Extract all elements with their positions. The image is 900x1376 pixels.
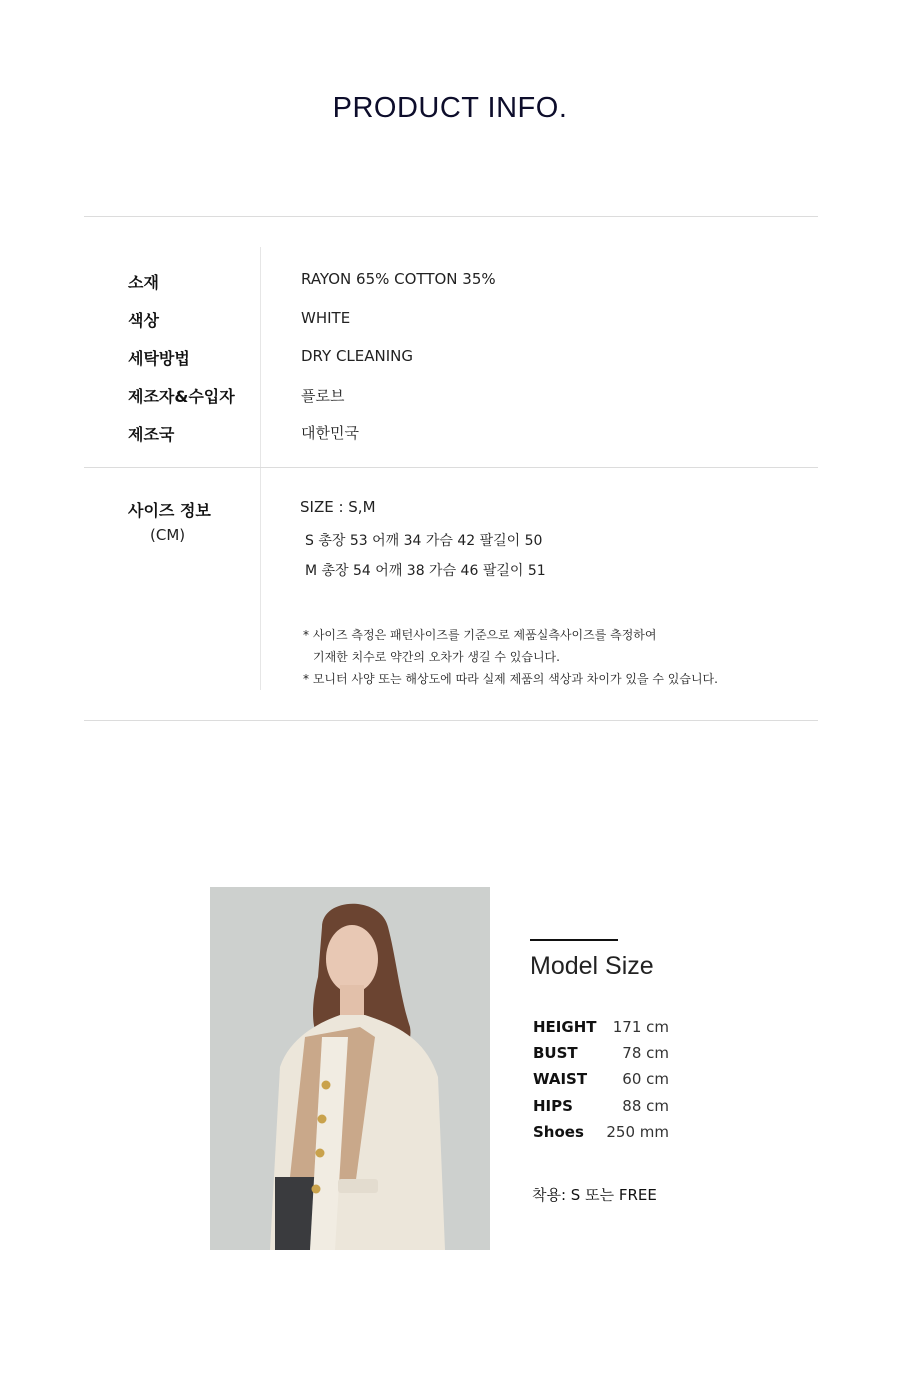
label-material: 소재 [128, 273, 159, 292]
divider-middle [84, 467, 818, 468]
value-material: RAYON 65% COTTON 35% [301, 270, 496, 288]
page-title: PRODUCT INFO. [332, 92, 568, 124]
value-country: 대한민국 [301, 424, 359, 442]
model-waist-label: WAIST [533, 1070, 588, 1088]
size-note-3: * 모니터 사양 또는 해상도에 따라 실제 제품의 색상과 차이가 있을 수 있습니다. [303, 672, 718, 686]
size-s-measurements: S 총장 53 어깨 34 가슴 42 팔길이 50 [305, 533, 543, 549]
model-shoes-label: Shoes [533, 1123, 584, 1141]
column-divider [260, 247, 261, 467]
label-size-info: 사이즈 정보 [128, 501, 211, 520]
model-waist-value: 60 cm [622, 1070, 669, 1088]
model-bust-value: 78 cm [622, 1044, 669, 1062]
model-hips-label: HIPS [533, 1097, 573, 1115]
value-washing: DRY CLEANING [301, 347, 414, 365]
size-note-2: 기재한 치수로 약간의 오차가 생길 수 있습니다. [313, 650, 560, 664]
model-height-label: HEIGHT [533, 1018, 597, 1036]
model-wearing-size: 착용: S 또는 FREE [532, 1186, 657, 1204]
model-photo [210, 887, 490, 1250]
column-divider-size [260, 468, 261, 690]
value-color: WHITE [301, 309, 351, 327]
model-height-value: 171 cm [612, 1018, 669, 1036]
label-size-unit: (CM) [150, 526, 186, 544]
model-size-title: Model Size [530, 952, 654, 980]
size-options: SIZE : S,M [300, 498, 376, 516]
value-manufacturer: 플로브 [301, 387, 345, 405]
divider-top [84, 216, 818, 217]
label-manufacturer: 제조자&수입자 [128, 387, 235, 406]
size-note-1: * 사이즈 측정은 패턴사이즈를 기준으로 제품실측사이즈를 측정하여 [303, 628, 657, 642]
label-country: 제조국 [128, 425, 175, 444]
model-size-rule [530, 939, 618, 941]
label-washing: 세탁방법 [128, 349, 190, 368]
model-hips-value: 88 cm [622, 1097, 669, 1115]
label-color: 색상 [128, 311, 159, 330]
size-m-measurements: M 총장 54 어깨 38 가슴 46 팔길이 51 [305, 563, 546, 579]
model-bust-label: BUST [533, 1044, 578, 1062]
divider-bottom [84, 720, 818, 721]
model-shoes-value: 250 mm [606, 1123, 669, 1141]
